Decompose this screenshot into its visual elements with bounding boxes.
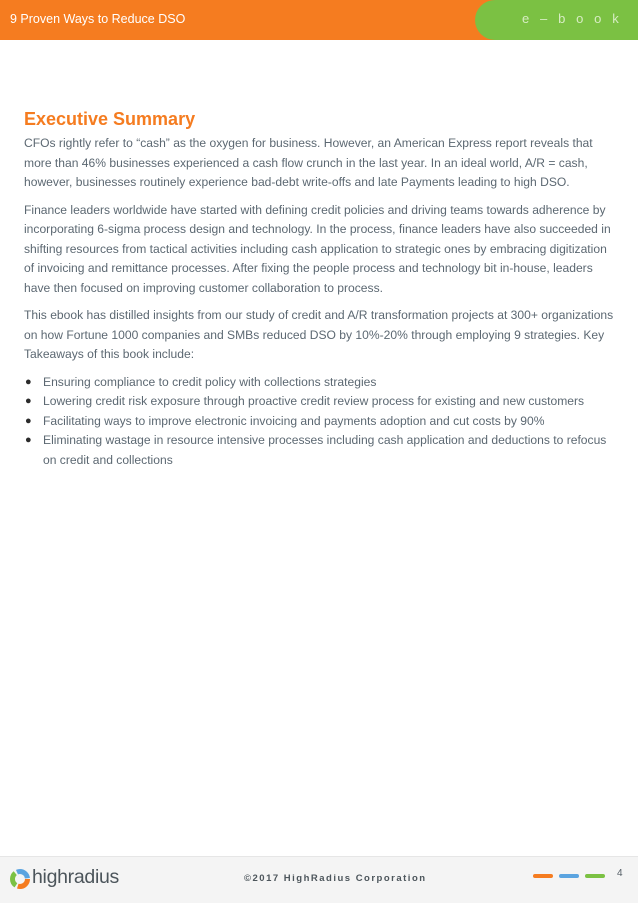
section-heading: Executive Summary	[24, 109, 196, 129]
logo-text: highradius	[32, 866, 119, 888]
takeaway-item	[24, 373, 614, 393]
copyright-text: ©2017 HighRadius Corporation	[244, 873, 427, 884]
header-bar	[0, 0, 638, 40]
footer-bar	[0, 856, 638, 903]
takeaway-text: Ensuring compliance to credit policy with collections strategies	[43, 374, 377, 389]
green-dash-icon	[585, 874, 605, 878]
executive-summary-section	[24, 108, 614, 470]
paragraph-3: This ebook has distilled insights from our study of credit and A/R transformation projects at 300+ organizations on how Fortune 1000 companies and SMBs reduced DSO by 10%-20% through employing 9 strategies. Key Takeaways of this book include:	[24, 308, 614, 361]
takeaway-text: Lowering credit risk exposure through proactive credit review process for existing and new customers	[43, 394, 585, 408]
orange-dash-icon	[533, 874, 553, 878]
takeaway-item	[24, 412, 614, 432]
bullet-dot-icon: ●	[25, 395, 32, 407]
document-title: 9 Proven Ways to Reduce DSO	[10, 12, 186, 26]
ebook-tab-label: e – b o o k	[522, 11, 623, 26]
paragraph-1: CFOs rightly refer to “cash” as the oxygen for business. However, an American Express report reveals that more than 46% businesses experienced a cash flow crunch in the last year. In an ideal world, A/R = cash, however, businesses routinely experience bad-debt write-offs and late Payments leading to high DSO.	[24, 136, 593, 189]
highradius-ring-icon	[9, 868, 31, 890]
ebook-tab	[475, 0, 638, 40]
takeaway-text: Facilitating ways to improve electronic invoicing and payments adoption and cut costs by 90%	[43, 413, 545, 428]
bullet-dot-icon: ●	[25, 414, 32, 427]
paragraph-2: Finance leaders worldwide have started with defining credit policies and driving teams towards adherence by incorporating 6-sigma process design and technology. In the process, finance leaders have also succeeded in shifting resources from tactical activities including cash application to strategic ones by embracing digitization of invoicing and remittance processes. After fixing the people process and technology bit in-house, leaders have then focused on improving customer collaboration to process.	[24, 202, 611, 295]
takeaway-item	[24, 431, 614, 470]
takeaways-list	[24, 373, 614, 471]
takeaway-text: Eliminating wastage in resource intensive processes including cash application and deductions to refocus on credit and collections	[43, 433, 607, 467]
blue-dash-icon	[559, 874, 579, 878]
bullet-dot-icon: ●	[25, 434, 32, 446]
takeaway-item	[24, 392, 614, 412]
page-number: 4	[617, 868, 623, 879]
bullet-dot-icon: ●	[25, 375, 32, 388]
